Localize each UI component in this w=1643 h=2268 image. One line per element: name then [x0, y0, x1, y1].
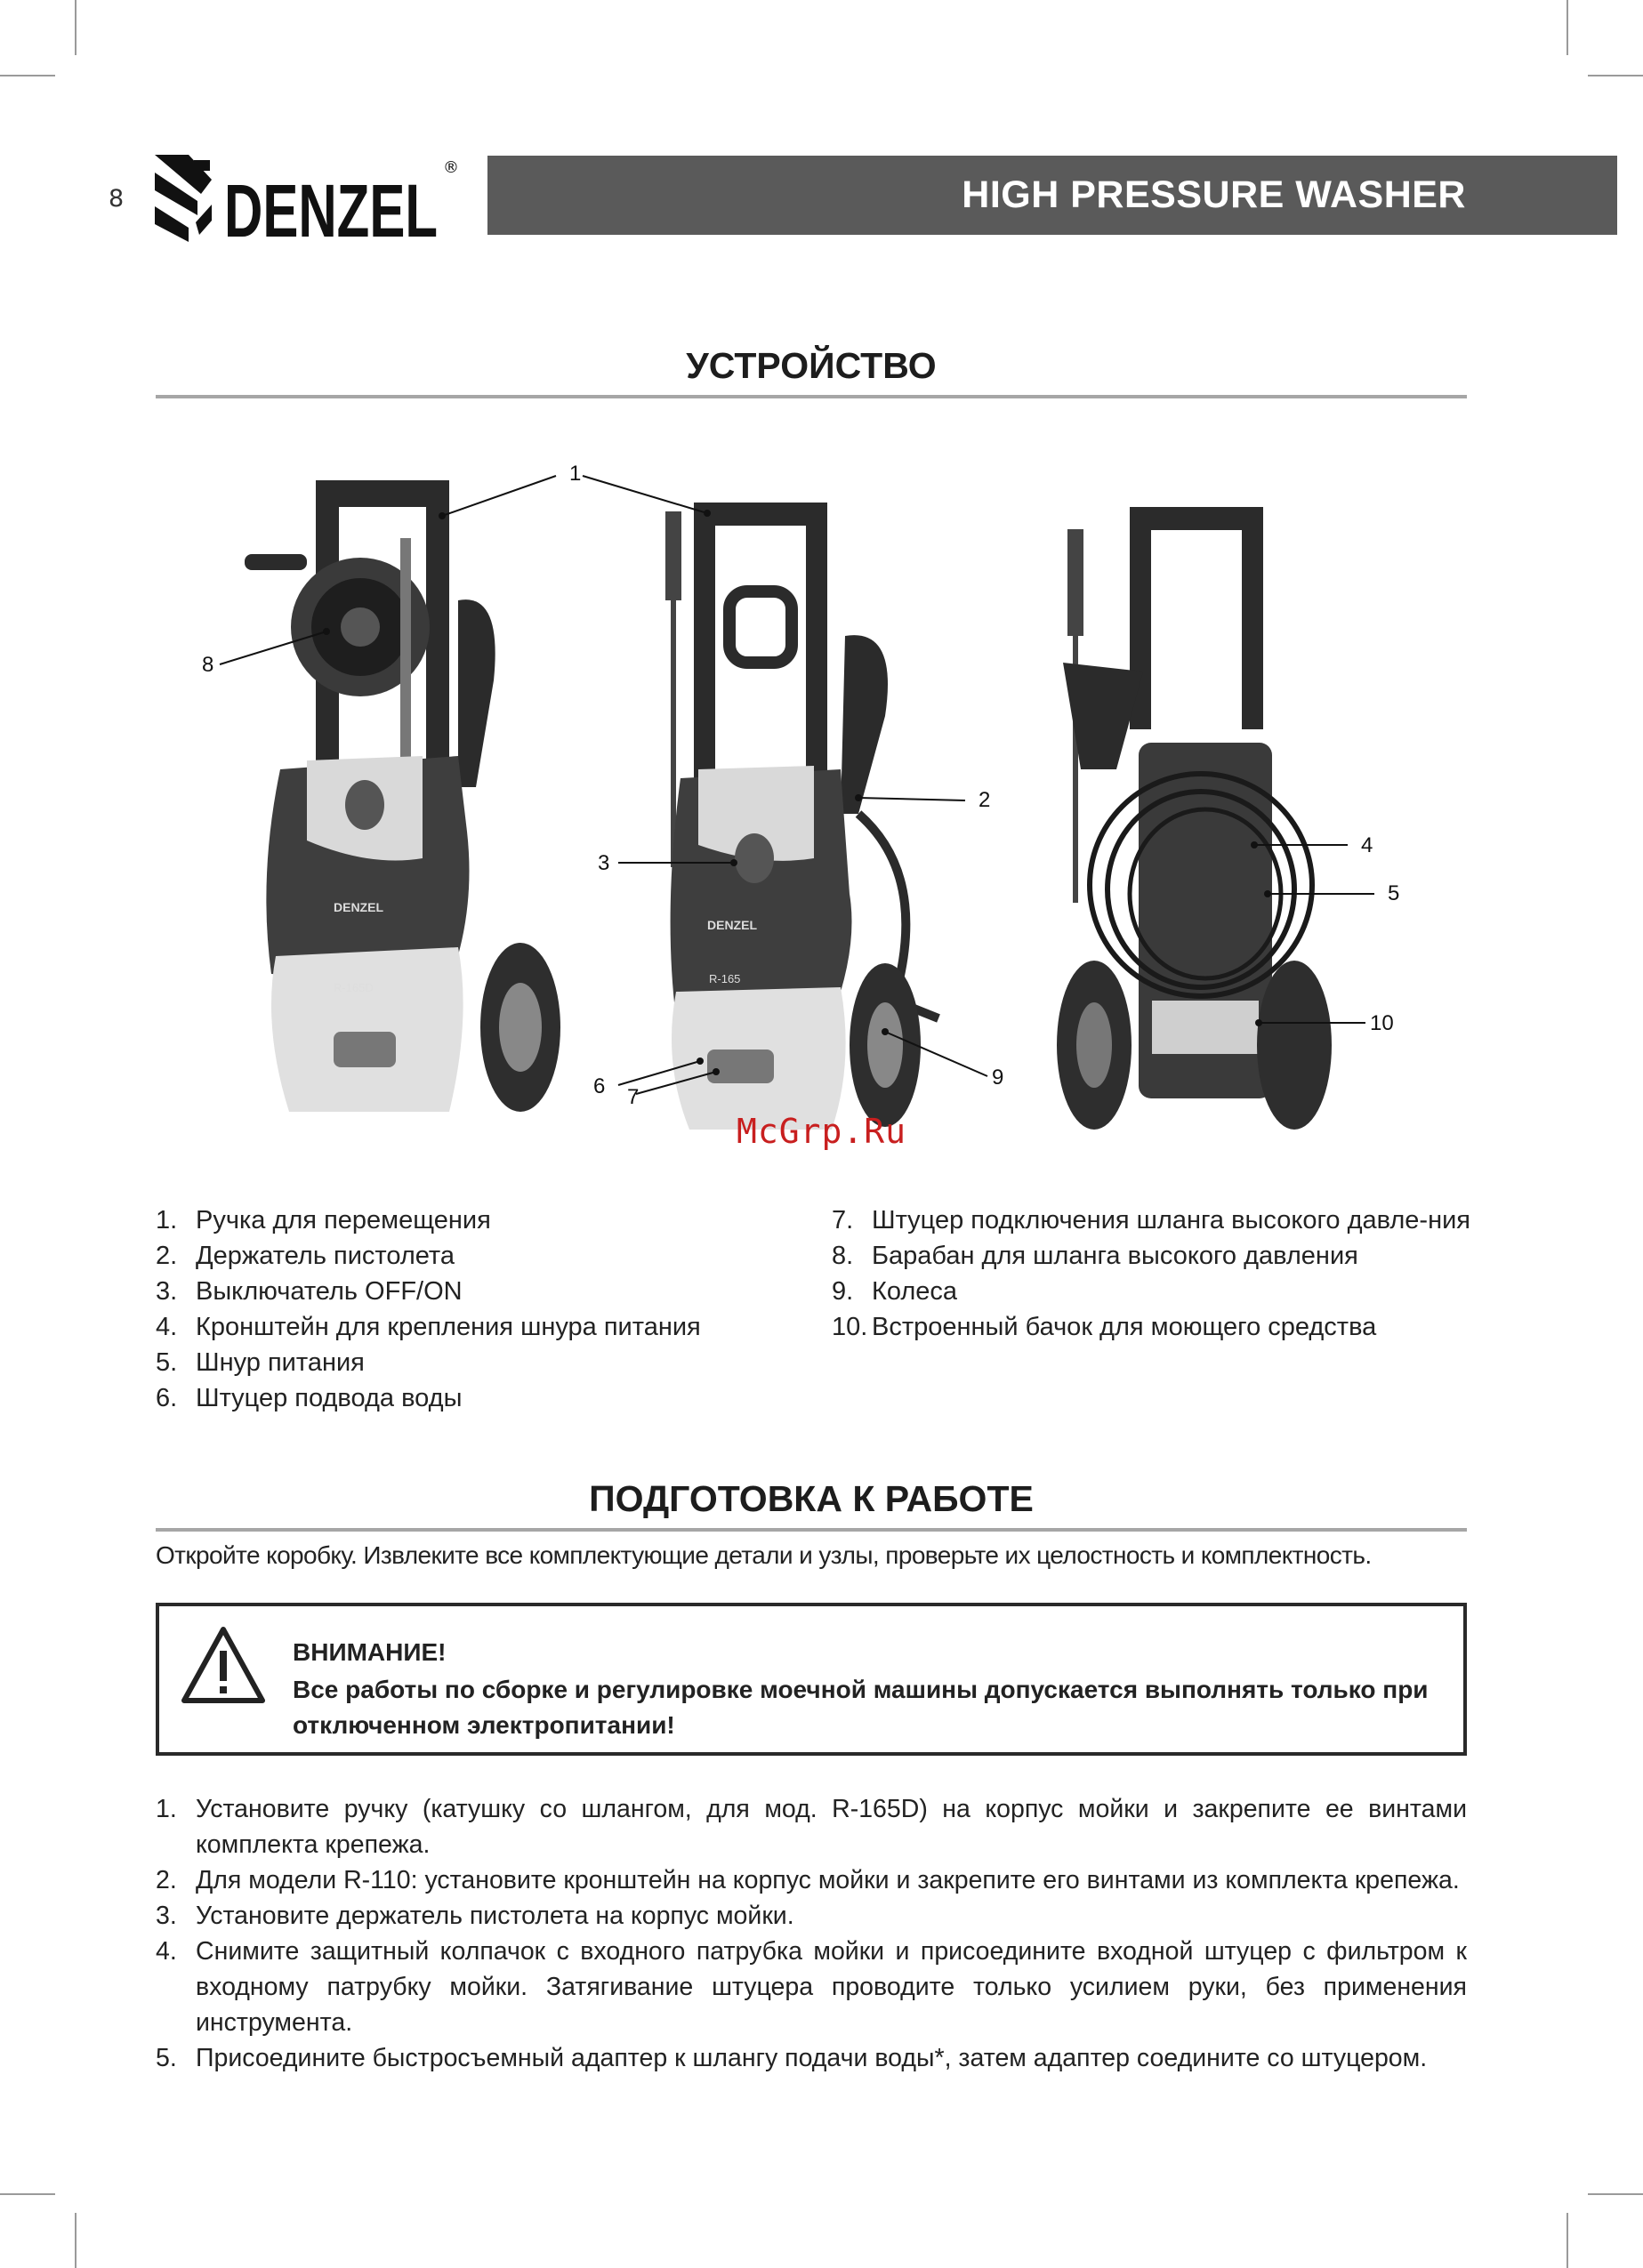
- list-item: 5. Присоедините быстросъемный адаптер к шлангу подачи воды*, затем адаптер соедините со штуцером.: [156, 2044, 1428, 2072]
- watermark: McGrp.Ru: [736, 1112, 907, 1151]
- registered-mark: ®: [443, 158, 459, 177]
- callout-7: 7: [627, 1085, 640, 1109]
- unit-brand-label: DENZEL: [334, 900, 383, 914]
- parts-list-left: [156, 1202, 814, 1416]
- list-item: 3. Выключатель OFF/ON: [156, 1277, 463, 1306]
- crop-mark: [1588, 75, 1643, 76]
- crop-mark: [0, 75, 55, 76]
- list-item: 8. Барабан для шланга высокого давления: [832, 1242, 1358, 1270]
- callout-1: 1: [569, 462, 582, 486]
- warning-box: [156, 1603, 1467, 1756]
- device-figure: [156, 449, 1467, 1143]
- warning-title: ВНИМАНИЕ!: [293, 1638, 447, 1666]
- section-title-device: УСТРОЙСТВО: [686, 345, 937, 386]
- unit-model-label-left: R-165D: [334, 981, 374, 994]
- crop-mark: [1566, 2213, 1568, 2268]
- crop-mark: [75, 0, 77, 55]
- crop-mark: [1588, 2193, 1643, 2195]
- warning-text: Все работы по сборке и регулировке моечной машины допускается выполнять только при отключенном электропитании!: [293, 1676, 1429, 1739]
- unit-model-label-middle: R-165: [709, 972, 741, 985]
- section-rule: [156, 395, 1467, 398]
- header-title: HIGH PRESSURE WASHER: [962, 173, 1466, 216]
- list-item: 5. Шнур питания: [156, 1348, 365, 1377]
- washer-middle-illustration: [665, 503, 938, 1130]
- list-item: 2. Для модели R-110: установите кронштейн на корпус мойки и закрепите его винтами из комплекта крепежа.: [156, 1866, 1460, 1894]
- callout-10: 10: [1370, 1011, 1394, 1035]
- washer-right-illustration: [1057, 507, 1332, 1130]
- list-item: 3. Установите держатель пистолета на корпус мойки.: [156, 1902, 794, 1930]
- list-item: 4. Снимите защитный колпачок с входного патрубка мойки и присоедините входной штуцер с фильтром к входному патрубку мойки. Затягивание штуцера проводите только усилием руки, без применения инструмента.: [156, 1937, 1467, 2037]
- crop-mark: [1566, 0, 1568, 55]
- callout-8: 8: [202, 653, 214, 677]
- list-item: 4. Кронштейн для крепления шнура питания: [156, 1313, 701, 1341]
- list-item: 7. Штуцер подключения шланга высокого давле-ния: [832, 1206, 1471, 1235]
- assembly-steps: [156, 1791, 1467, 2076]
- brand-logo: [153, 149, 460, 247]
- crop-mark: [0, 2193, 55, 2195]
- header-bar: [487, 156, 1617, 235]
- callout-6: 6: [593, 1074, 606, 1098]
- callout-4: 4: [1361, 833, 1373, 857]
- unit-brand-label-middle: DENZEL: [707, 918, 757, 932]
- section-rule: [156, 1528, 1467, 1532]
- washer-left-illustration: [245, 480, 560, 1112]
- intro-text: Откройте коробку. Извлеките все комплектующие детали и узлы, проверьте их целостность и комплектность.: [156, 1541, 1372, 1569]
- list-item: 9. Колеса: [832, 1277, 958, 1306]
- callout-2: 2: [979, 788, 991, 812]
- callout-5: 5: [1388, 881, 1400, 905]
- warning-triangle-icon: [181, 1626, 266, 1704]
- list-item: 10. Встроенный бачок для моющего средства: [832, 1313, 1377, 1341]
- callout-3: 3: [598, 851, 610, 875]
- parts-list-right: [832, 1202, 1477, 1345]
- list-item: 2. Держатель пистолета: [156, 1242, 455, 1270]
- list-item: 1. Установите ручку (катушку со шлангом, для мод. R-165D) на корпус мойки и закрепите ее винтами комплекта крепежа.: [156, 1795, 1467, 1859]
- list-item: 6. Штуцер подвода воды: [156, 1384, 463, 1412]
- section-title-prep: ПОДГОТОВКА К РАБОТЕ: [589, 1478, 1034, 1519]
- callout-9: 9: [992, 1066, 1004, 1090]
- brand-name: DENZEL: [224, 169, 438, 247]
- page-number: 8: [109, 185, 125, 213]
- crop-mark: [75, 2213, 77, 2268]
- list-item: 1. Ручка для перемещения: [156, 1206, 491, 1235]
